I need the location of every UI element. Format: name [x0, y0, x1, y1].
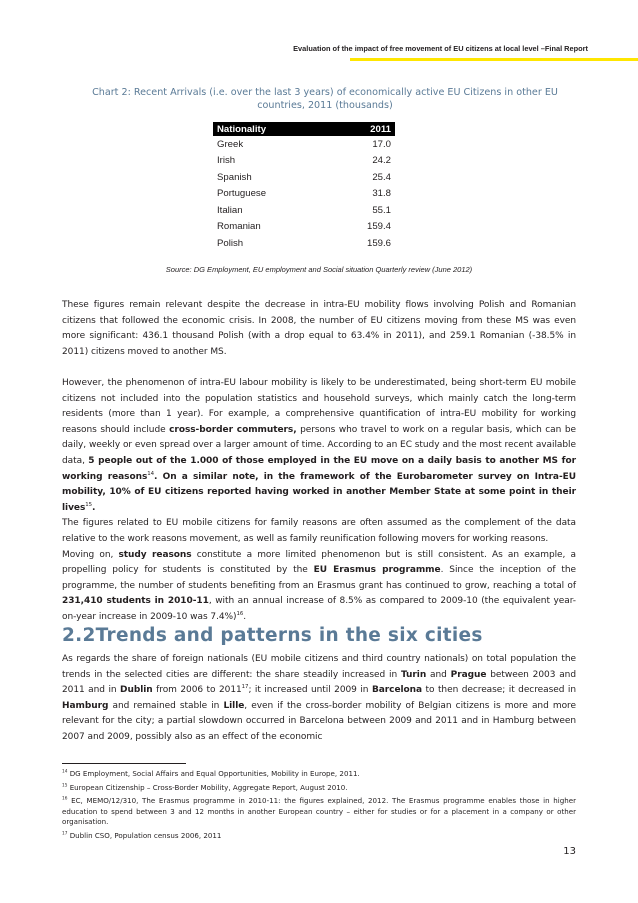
footnote-ref: 15 — [85, 501, 93, 508]
nationality-cell: Polish — [217, 237, 244, 249]
emphasis-lille: Lille — [223, 700, 245, 711]
value-cell: 24.2 — [372, 155, 391, 167]
chart-caption-line-1: Chart 2: Recent Arrivals (i.e. over the last 3 years) of economically active EU Citizens in other EU — [92, 87, 558, 98]
text-run: , with an annual increase of 8.5% as compared to 2009-10 (the equivalent year-on-year increase in 2009-10 was 7.4%) — [62, 596, 576, 622]
footnote-ref: 17 — [241, 684, 249, 691]
page-number: 13 — [563, 846, 576, 857]
column-header-nationality: Nationality — [213, 122, 330, 136]
footnote-item — [62, 783, 576, 794]
text-run: and remained stable in — [108, 700, 224, 711]
value-cell: 159.4 — [366, 221, 391, 233]
table-row — [213, 219, 395, 236]
value-cell: 25.4 — [372, 171, 391, 183]
footnote-text: European Citizenship – Cross-Border Mobility, Aggregate Report, August 2010. — [69, 782, 348, 792]
text-run: However, the phenomenon of intra-EU labour mobility is likely to be underestimated, being short-term EU mobile citizens not included into the population statistics and household surveys, which mainly catch the long-term residents (more than 1 year). For example, a comprehensive quantification of intra-EU mobility for working reasons should include — [62, 378, 576, 435]
emphasis-prague: Prague — [450, 669, 487, 680]
footnote-number: 14 — [62, 769, 68, 775]
text-run: between 2003 and 2011 and in — [62, 669, 576, 696]
nationality-cell: Irish — [217, 155, 236, 167]
emphasis-hamburg: Hamburg — [62, 700, 109, 711]
emphasis-study-reasons: study reasons — [118, 549, 192, 560]
text-run: to then decrease; it decreased in — [422, 685, 576, 696]
value-cell: 17.0 — [372, 138, 391, 150]
text-run: constitute a more limited phenomenon but is still consistent. As an example, a propelling policy for students is constituted by the — [62, 549, 576, 576]
chart-caption — [70, 86, 580, 112]
text-run: . On a similar note, — [154, 471, 264, 482]
emphasis-students-total: 231,410 students in 2010-11 — [62, 596, 209, 607]
table-header-row — [213, 122, 395, 136]
text-run: and — [426, 669, 451, 680]
chart-caption-line-2: countries, 2011 (thousands) — [257, 100, 393, 111]
text-run: . — [92, 502, 96, 513]
emphasis-cross-border-commuters: cross-border commuters, — [169, 424, 297, 435]
paragraph-labour-mobility — [62, 376, 576, 626]
footnote-ref: 14 — [147, 470, 155, 477]
footnote-item — [62, 769, 576, 780]
text-run: , even if the cross-border mobility of Belgian citizens is more and more relevant for the city; a partial slowdown occurred in Barcelona between 2009 and 2011 and in Hamburg between 2007 and 2009, possibly also as an effect of the economic — [62, 700, 576, 742]
footnote-number: 15 — [62, 783, 68, 789]
text-family-reasons: The figures related to EU mobile citizens for family reasons are often assumed as the complement of the data relative to the work reasons movement, as well as family reunification following movers for working reasons. — [62, 518, 576, 544]
nationality-cell: Romanian — [217, 221, 261, 233]
table-row — [213, 202, 395, 219]
footnote-separator — [62, 763, 186, 764]
emphasis-eurobarometer: in the framework of the Eurobarometer survey on Intra-EU mobility, 10% of EU citizens reported having worked in another Member State at some point in their lives — [62, 471, 576, 513]
nationality-table — [213, 122, 395, 252]
emphasis-erasmus: EU Erasmus programme — [313, 565, 441, 576]
nationality-cell: Greek — [217, 138, 244, 150]
footnote-item — [62, 831, 576, 842]
emphasis-barcelona: Barcelona — [371, 685, 423, 696]
table-row — [213, 136, 395, 153]
nationality-cell: Spanish — [217, 171, 252, 183]
section-heading: 2.2Trends and patterns in the six cities — [62, 625, 483, 646]
text-run: As regards the share of foreign nationals (EU mobile citizens and third country nationals) on total population the trends in the selected cities are different: the share steadily increased in — [62, 654, 576, 680]
text-run: ; it increased until 2009 in — [248, 685, 372, 696]
table-row — [213, 235, 395, 252]
footnote-item — [62, 796, 576, 828]
header-accent-rule — [350, 58, 638, 61]
emphasis-daily-movers: 5 people out of the 1.000 of those employed in the EU move on a daily basis to another MS for working reasons — [62, 455, 576, 482]
table-row — [213, 169, 395, 186]
emphasis-turin: Turin — [400, 669, 427, 680]
footnote-number: 16 — [62, 796, 68, 802]
column-header-year: 2011 — [330, 122, 395, 136]
table-row — [213, 186, 395, 203]
nationality-cell: Portuguese — [217, 188, 267, 200]
footnotes — [62, 769, 576, 845]
text-run: . — [243, 611, 247, 622]
running-header-title: Evaluation of the impact of free movement of EU citizens at local level –Final Report — [293, 44, 588, 53]
text-run: Moving on, — [62, 549, 119, 560]
nationality-cell: Italian — [217, 204, 243, 216]
value-cell: 55.1 — [372, 204, 391, 216]
footnote-text: Dublin CSO, Population census 2006, 2011 — [69, 830, 222, 840]
text-run: persons who travel to work on a regular basis, which can be daily, weekly or even spread over a larger amount of time. According to an EC study and the most recent available data, — [62, 424, 576, 466]
footnote-text: EC, MEMO/12/310, The Erasmus programme in 2010-11: the figures explained, 2012. The Erasmus programme enables those in higher education to spend between 3 and 12 months in another European country – either for studies or for a placement in a company or other organisation. — [62, 796, 576, 827]
footnote-text: DG Employment, Social Affairs and Equal Opportunities, Mobility in Europe, 2011. — [69, 769, 360, 778]
footnote-ref: 16 — [236, 610, 244, 617]
value-cell: 159.6 — [366, 237, 391, 249]
table-row — [213, 153, 395, 170]
table-source-note: Source: DG Employment, EU employment and Social situation Quarterly review (June 2012) — [165, 265, 473, 274]
text-run: . Since the inception of the programme, the number of students benefiting from an Erasmus grant has continued to grow, reaching a total of — [62, 565, 577, 591]
footnote-number: 17 — [62, 831, 68, 837]
paragraph-mobility-figures: These figures remain relevant despite the decrease in intra-EU mobility flows involving Polish and Romanian citizens that followed the economic crisis. In 2008, the number of EU citizens moving from these MS was even more significant: 436.1 thousand Polish (with a drop equal to 63.4% in 2011), and 259.1 Romanian (-38.5% in 2011) citizens moved to another MS. — [62, 300, 576, 357]
value-cell: 31.8 — [372, 188, 391, 200]
text-run: from 2006 to 2011 — [152, 685, 242, 696]
emphasis-dublin: Dublin — [120, 685, 153, 696]
paragraph-city-trends — [62, 652, 576, 746]
